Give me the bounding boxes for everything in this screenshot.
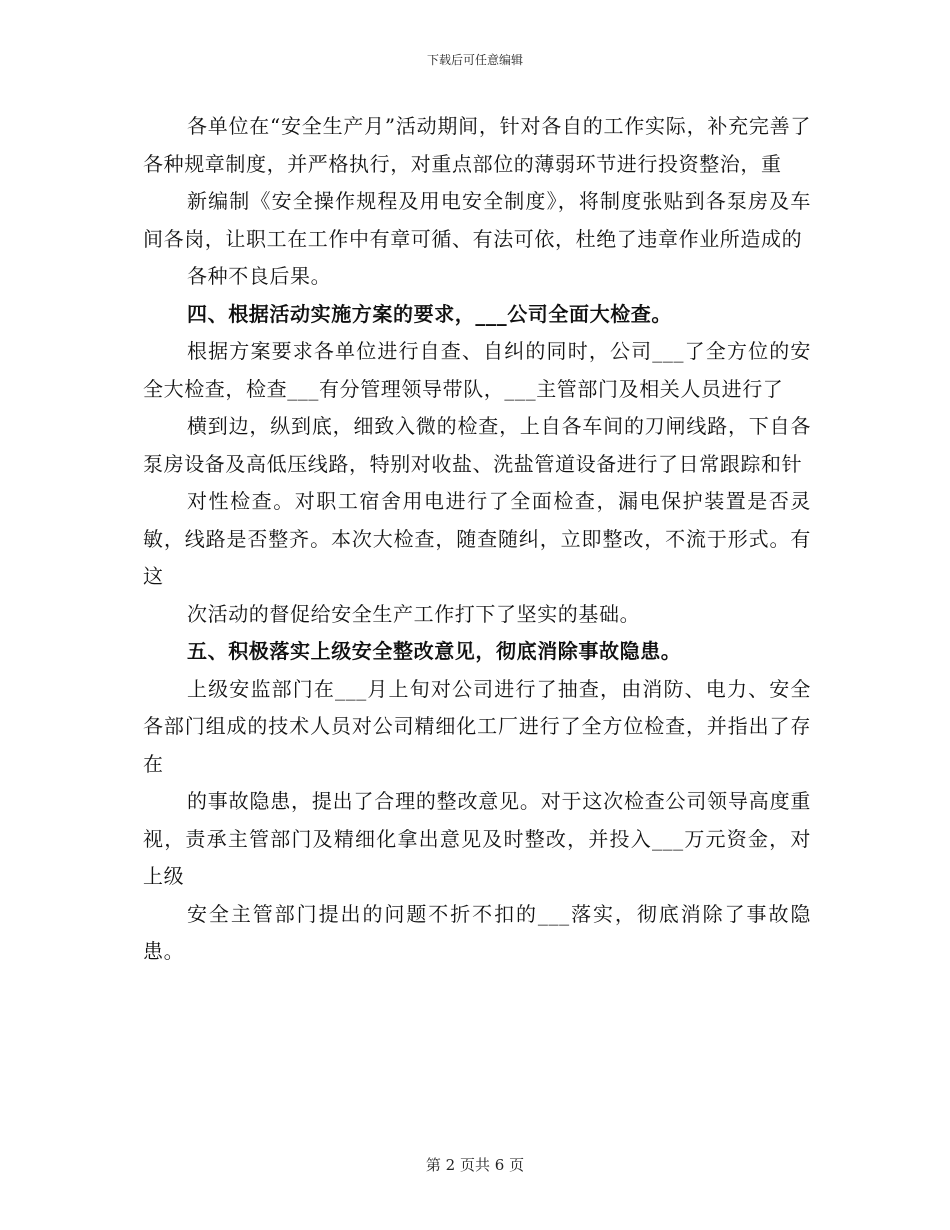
document-body	[143, 108, 811, 971]
page-header: 下载后可任意编辑	[426, 53, 523, 67]
page-footer: 第 2 页共 6 页	[425, 1156, 525, 1174]
body-paragraph: 各单位在“安全生产月”活动期间，针对各自的工作实际，补充完善了各种规章制度，并严格执行，对重点部位的薄弱环节进行投资整治，重	[143, 114, 811, 176]
body-paragraph: 的事故隐患，提出了合理的整改意见。对于这次检查公司领导高度重视，责承主管部门及精细化拿出意见及时整改，并投入___万元资金，对上级	[143, 789, 811, 888]
body-paragraph: 上级安监部门在___月上旬对公司进行了抽查，由消防、电力、安全各部门组成的技术人员对公司精细化工厂进行了全方位检查，并指出了存在	[143, 676, 811, 776]
body-paragraph: 对性检查。对职工宿舍用电进行了全面检查，漏电保护装置是否灵敏，线路是否整齐。本次大检查，随查随纠，立即整改，不流于形式。有这	[143, 489, 811, 588]
body-paragraph: 新编制《安全操作规程及用电安全制度》，将制度张贴到各泵房及车间各岗，让职工在工作中有章可循、有法可依，杜绝了违章作业所造成的	[143, 189, 811, 251]
section-heading: 五、积极落实上级安全整改意见，彻底消除事故隐患。	[187, 639, 682, 663]
body-paragraph: 各种不良后果。	[187, 264, 332, 288]
body-paragraph: 次活动的督促给安全生产工作打下了坚实的基础。	[187, 601, 641, 626]
body-paragraph: 横到边，纵到底，细致入微的检查，上自各车间的刀闸线路，下自各泵房设备及高低压线路，特别对收盐、洗盐管道设备进行了日常跟踪和针	[143, 414, 811, 476]
section-heading: 四、根据活动实施方案的要求，___公司全面大检查。	[187, 301, 672, 326]
body-paragraph: 根据方案要求各单位进行自查、自纠的同时，公司___了全方位的安全大检查，检查___有分管理领导带队，___主管部门及相关人员进行了	[143, 339, 811, 401]
body-paragraph: 安全主管部门提出的问题不折不扣的___落实，彻底消除了事故隐患。	[143, 901, 811, 963]
